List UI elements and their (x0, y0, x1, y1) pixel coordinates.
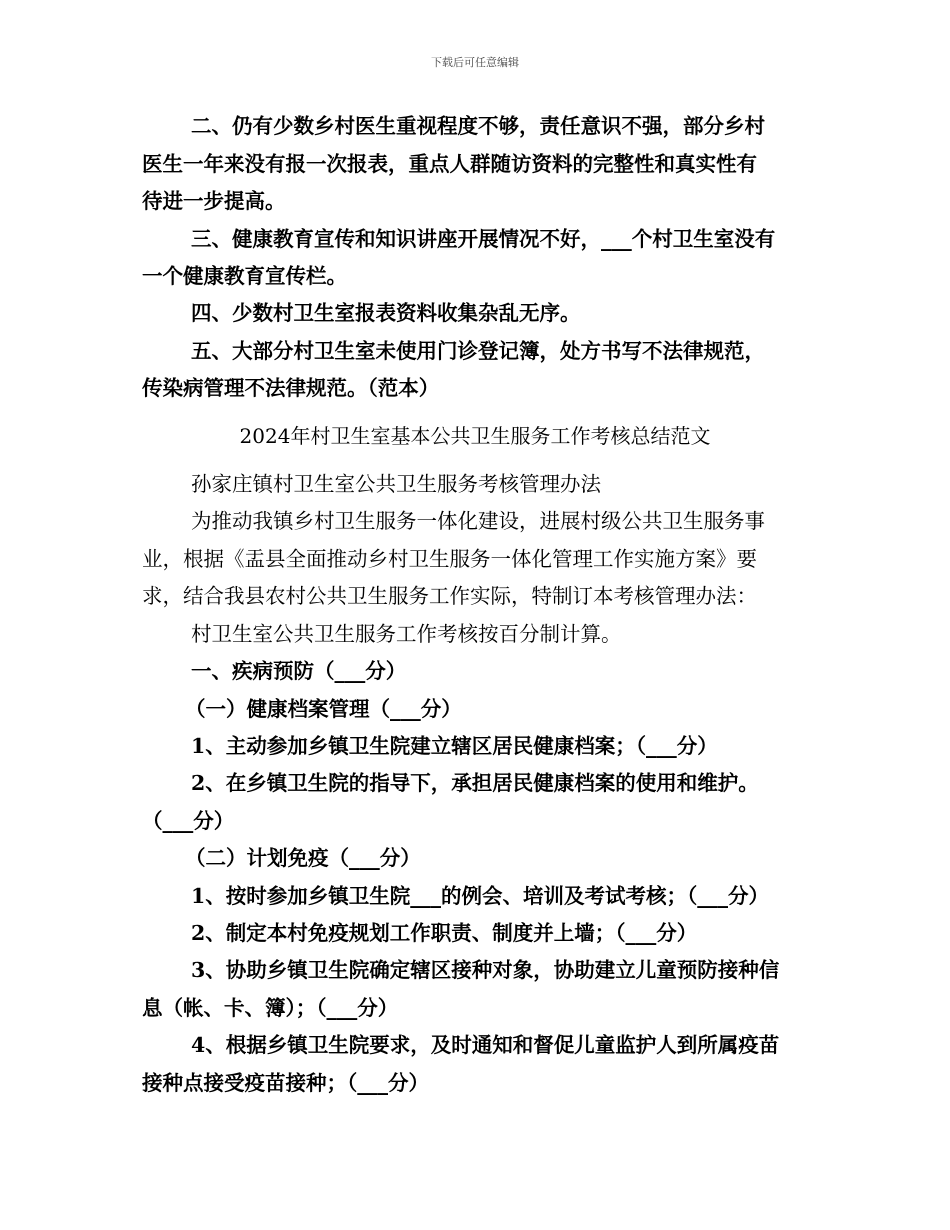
list-item: 2、制定本村免疫规划工作职责、制度并上墙；（___分） (191, 921, 698, 945)
paragraph-line: 业，根据《盂县全面推动乡村卫生服务一体化管理工作实施方案》要 (142, 547, 757, 571)
paragraph-line: 五、大部分村卫生室未使用门诊登记簿，处方书写不法律规范， (191, 339, 765, 363)
subsection-heading: （一）健康档案管理（___分） (185, 697, 462, 721)
list-item-continuation: 接种点接受疫苗接种；（___分） (142, 1071, 429, 1095)
list-item: 1、按时参加乡镇卫生院___的例会、培训及考试考核；（___分） (191, 884, 770, 908)
document-title: 2024年村卫生室基本公共卫生服务工作考核总结范文 (239, 424, 711, 448)
section-heading: 一、疾病预防（___分） (191, 659, 407, 683)
list-item-continuation: （___分） (142, 809, 235, 833)
page-header: 下载后可任意编辑 (431, 56, 519, 69)
list-item: 1、主动参加乡镇卫生院建立辖区居民健康档案；（___分） (191, 734, 718, 758)
list-item: 2、在乡镇卫生院的指导下，承担居民健康档案的使用和维护。 (191, 771, 759, 795)
paragraph-line: 为推动我镇乡村卫生服务一体化建设，进展村级公共卫生服务事 (191, 509, 765, 533)
list-item-continuation: 息（帐、卡、簿）；（___分） (142, 996, 399, 1020)
subsection-heading: （二）计划免疫（___分） (185, 846, 421, 870)
paragraph-line: 医生一年来没有报一次报表，重点人群随访资料的完整性和真实性有 (142, 152, 757, 176)
paragraph-line: 村卫生室公共卫生服务工作考核按百分制计算。 (191, 622, 622, 646)
paragraph-line: 一个健康教育宣传栏。 (142, 264, 347, 288)
paragraph-line: 传染病管理不法律规范。（范本） (142, 376, 440, 400)
paragraph-line: 求，结合我县农村公共卫生服务工作实际，特制订本考核管理办法： (142, 584, 757, 608)
list-item: 3、协助乡镇卫生院确定辖区接种对象，协助建立儿童预防接种信 (191, 958, 780, 982)
paragraph-line: 待进一步提高。 (142, 189, 286, 213)
paragraph-line: 二、仍有少数乡村医生重视程度不够，责任意识不强，部分乡村 (191, 114, 765, 138)
list-item: 4、根据乡镇卫生院要求，及时通知和督促儿童监护人到所属疫苗 (191, 1033, 780, 1057)
paragraph-line: 四、少数村卫生室报表资料收集杂乱无序。 (191, 301, 581, 325)
paragraph-line: 孙家庄镇村卫生室公共卫生服务考核管理办法 (191, 472, 601, 496)
paragraph-line: 三、健康教育宣传和知识讲座开展情况不好，___个村卫生室没有 (191, 227, 776, 251)
